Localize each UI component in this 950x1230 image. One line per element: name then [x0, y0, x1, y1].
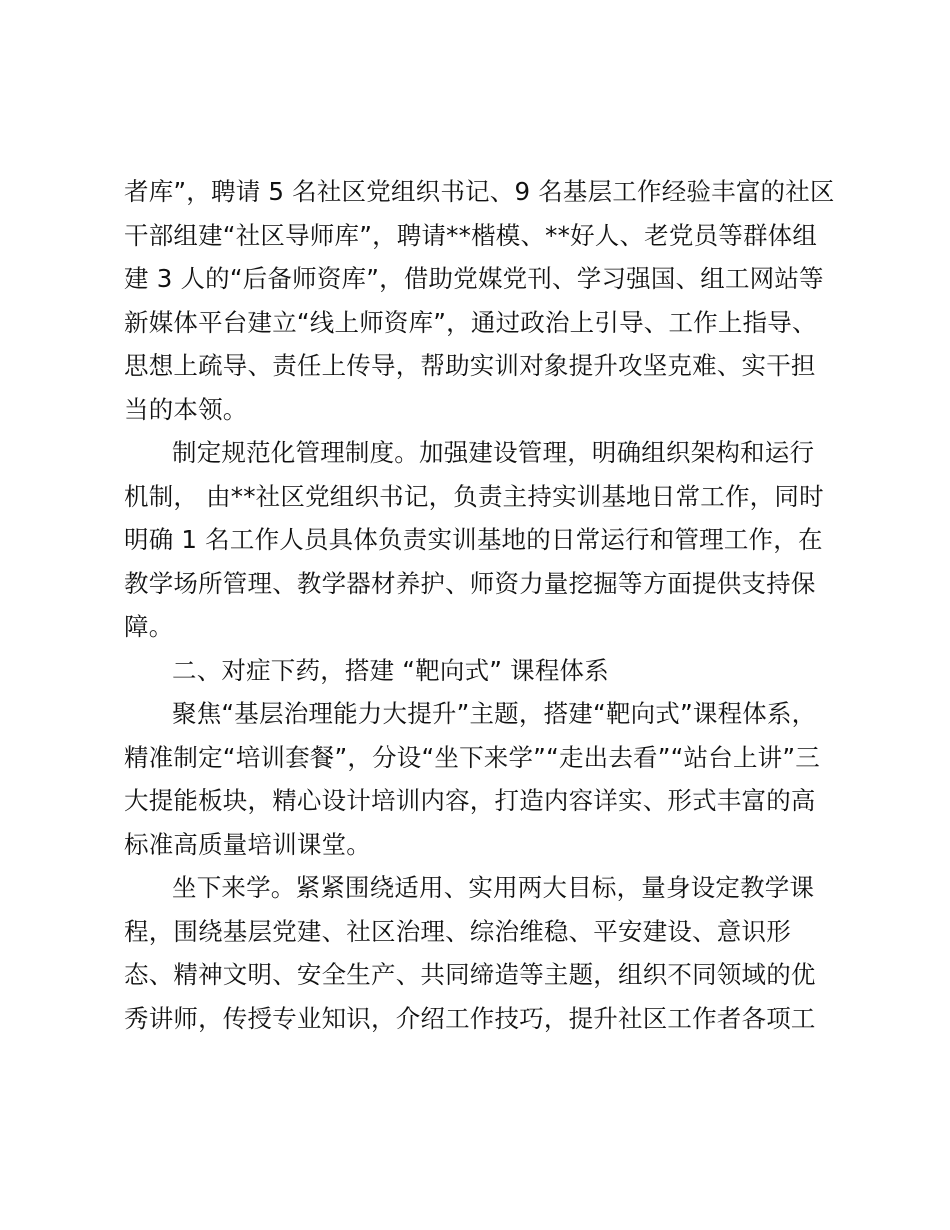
text-line: 程，围绕基层党建、社区治理、综治维稳、平安建设、意识形 [124, 916, 791, 946]
text-line: 新媒体平台建立“线上师资库”，通过政治上引导、工作上指导、 [124, 307, 817, 337]
text-line: 者库”，聘请 5 名社区党组织书记、9 名基层工作经验丰富的社区 [124, 177, 835, 206]
document-body [124, 170, 835, 1040]
paragraph-first-line: 制定规范化管理制度。加强建设管理，明确组织架构和运行 [172, 438, 815, 467]
paragraph-first-line: 聚焦“基层治理能力大提升”主题，搭建“靶向式”课程体系， [172, 699, 817, 728]
text-line: 教学场所管理、教学器材养护、师资力量挖掘等方面提供支持保 [124, 568, 816, 598]
text-line: 思想上疏导、责任上传导，帮助实训对象提升攻坚克难、实干担 [124, 351, 816, 380]
text-line: 标准高质量培训课堂。 [124, 829, 371, 859]
text-line: 秀讲师，传授专业知识，介绍工作技巧，提升社区工作者各项工 [124, 1003, 816, 1033]
text-line: 态、精神文明、安全生产、共同缔造等主题，组织不同领域的优 [124, 960, 816, 989]
text-line: 建 3 人的“后备师资库”，借助党媒党刊、学习强国、组工网站等 [124, 264, 824, 293]
text-line: 干部组建“社区导师库”，聘请**楷模、**好人、老党员等群体组 [124, 220, 818, 250]
paragraph-first-line: 坐下来学。紧紧围绕适用、实用两大目标，量身设定教学课 [172, 873, 815, 902]
text-line: 大提能板块，精心设计培训内容，打造内容详实、形式丰富的高 [124, 786, 816, 815]
text-line: 障。 [124, 612, 174, 641]
text-line: 机制， 由**社区党组织书记，负责主持实训基地日常工作，同时 [124, 481, 824, 511]
text-line: 明确 1 名工作人员具体负责实训基地的日常运行和管理工作，在 [124, 525, 823, 554]
section-heading: 二、对症下药，搭建 “靶向式” 课程体系 [172, 655, 609, 685]
text-line: 精准制定“培训套餐”，分设“坐下来学”“走出去看”“站台上讲”三 [124, 742, 820, 772]
text-line: 当的本领。 [124, 394, 248, 424]
